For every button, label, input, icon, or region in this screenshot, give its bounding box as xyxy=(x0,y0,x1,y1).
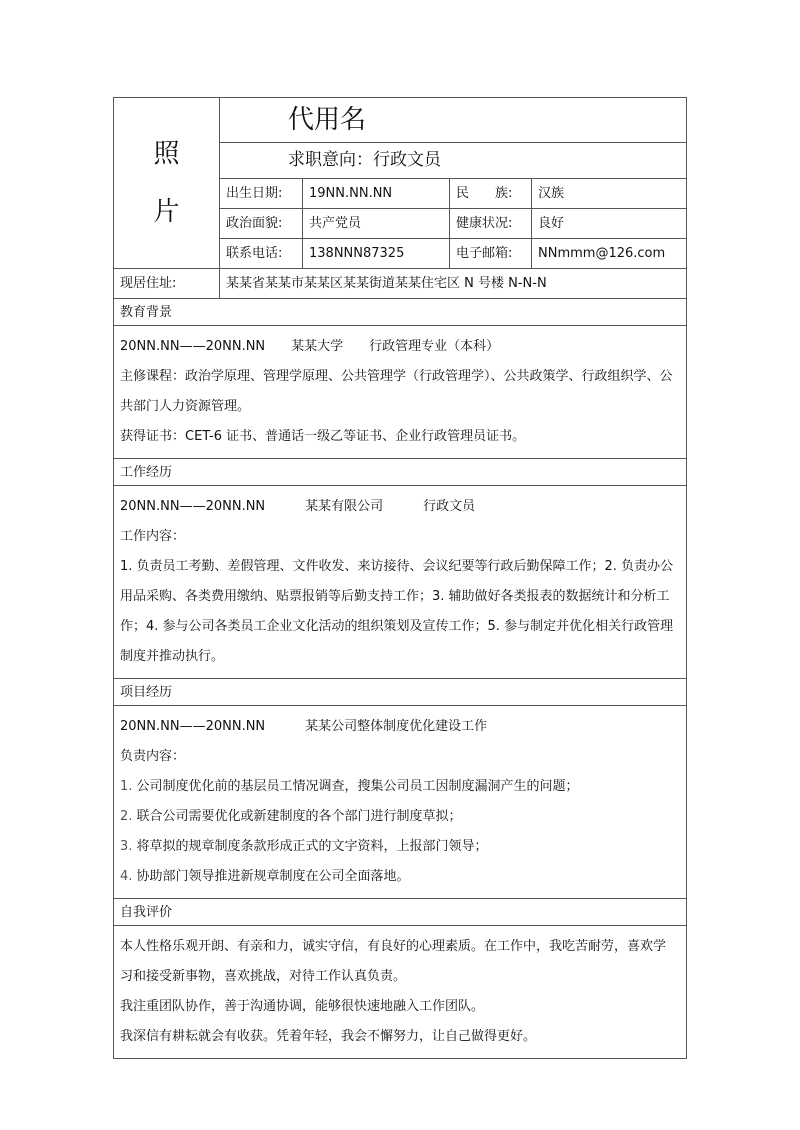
project-title: 项目经历 xyxy=(114,679,687,706)
education-courses: 主修课程：政治学原理、管理学原理、公共管理学（行政管理学）、公共政策学、行政组织学、公共部门人力资源管理。 xyxy=(120,369,673,414)
email-label: 电子邮箱: xyxy=(450,239,532,269)
health-value: 良好 xyxy=(532,209,687,239)
work-position: 行政文员 xyxy=(423,499,476,514)
candidate-name: 代用名 xyxy=(220,98,687,143)
phone-value: 138NNN87325 xyxy=(303,239,450,269)
work-line xyxy=(120,492,678,522)
project-item-num: 2. xyxy=(120,809,133,824)
job-intent-value: 行政文员 xyxy=(373,150,441,170)
education-school: 某某大学 xyxy=(291,339,344,354)
project-item-text: 协助部门领导推进新规章制度在公司全面落地。 xyxy=(136,869,410,884)
project-content xyxy=(114,706,687,899)
education-period: 20NN.NN——20NN.NN xyxy=(120,339,266,354)
self-eval-line: 我注重团队协作，善于沟通协调，能够很快速地融入工作团队。 xyxy=(120,999,485,1014)
project-item-text: 公司制度优化前的基层员工情况调查，搜集公司员工因制度漏洞产生的问题； xyxy=(136,779,579,794)
education-line xyxy=(120,332,678,362)
education-certs: 获得证书：CET-6 证书、普通话一级乙等证书、企业行政管理员证书。 xyxy=(120,429,526,444)
work-content-label: 工作内容： xyxy=(120,529,186,544)
project-name: 某某公司整体制度优化建设工作 xyxy=(305,719,488,734)
birth-label: 出生日期: xyxy=(220,179,303,209)
project-item xyxy=(120,832,678,862)
work-title: 工作经历 xyxy=(114,459,687,486)
project-item xyxy=(120,772,678,802)
education-content xyxy=(114,326,687,459)
project-item-num: 4. xyxy=(120,869,133,884)
ethnic-label: 民 族: xyxy=(450,179,532,209)
project-item-text: 将草拟的规章制度条款形成正式的文字资料，上报部门领导； xyxy=(136,839,488,854)
job-intent xyxy=(220,143,687,179)
address-label: 现居住址: xyxy=(114,269,220,299)
birth-value: 19NN.NN.NN xyxy=(303,179,450,209)
photo-char-1: 照 xyxy=(153,139,180,169)
ethnic-value: 汉族 xyxy=(532,179,687,209)
work-period: 20NN.NN——20NN.NN xyxy=(120,499,266,514)
health-label: 健康状况: xyxy=(450,209,532,239)
photo-char-2: 片 xyxy=(153,197,180,227)
project-line xyxy=(120,712,678,742)
project-item-num: 3. xyxy=(120,839,133,854)
project-item-num: 1. xyxy=(120,779,133,794)
job-intent-label: 求职意向： xyxy=(288,150,373,170)
photo-placeholder xyxy=(114,98,220,269)
education-title: 教育背景 xyxy=(114,299,687,326)
work-company: 某某有限公司 xyxy=(305,499,384,514)
phone-label: 联系电话: xyxy=(220,239,303,269)
work-content-text: 1. 负责员工考勤、差假管理、文件收发、来访接待、会议纪要等行政后勤保障工作；2. 负责办公用品采购、各类费用缴纳、贴票报销等后勤支持工作；3. 辅助做好各类报表的数据统计和分析工作；4. 参与公司各类员工企业文化活动的组织策划及宣传工作；5. 参与制定并优化相关行政管理制度并推动执行。 xyxy=(120,559,674,664)
project-item xyxy=(120,862,678,892)
address-value: 某某省某某市某某区某某街道某某住宅区 N 号楼 N-N-N xyxy=(220,269,687,299)
project-item-text: 联合公司需要优化或新建制度的各个部门进行制度草拟； xyxy=(136,809,462,824)
self-eval-title: 自我评价 xyxy=(114,899,687,926)
self-eval-line: 我深信有耕耘就会有收获。凭着年轻，我会不懈努力，让自己做得更好。 xyxy=(120,1029,537,1044)
education-major: 行政管理专业（本科） xyxy=(369,339,500,354)
self-eval-content xyxy=(114,926,687,1059)
work-content xyxy=(114,486,687,679)
project-period: 20NN.NN——20NN.NN xyxy=(120,719,266,734)
political-label: 政治面貌: xyxy=(220,209,303,239)
email-value: NNmmm@126.com xyxy=(532,239,687,269)
self-eval-line: 本人性格乐观开朗、有亲和力，诚实守信，有良好的心理素质。在工作中，我吃苦耐劳，喜欢学习和接受新事物，喜欢挑战，对待工作认真负责。 xyxy=(120,939,667,984)
political-value: 共产党员 xyxy=(303,209,450,239)
project-item xyxy=(120,802,678,832)
project-content-label: 负责内容： xyxy=(120,749,186,764)
resume-table xyxy=(113,97,687,1059)
